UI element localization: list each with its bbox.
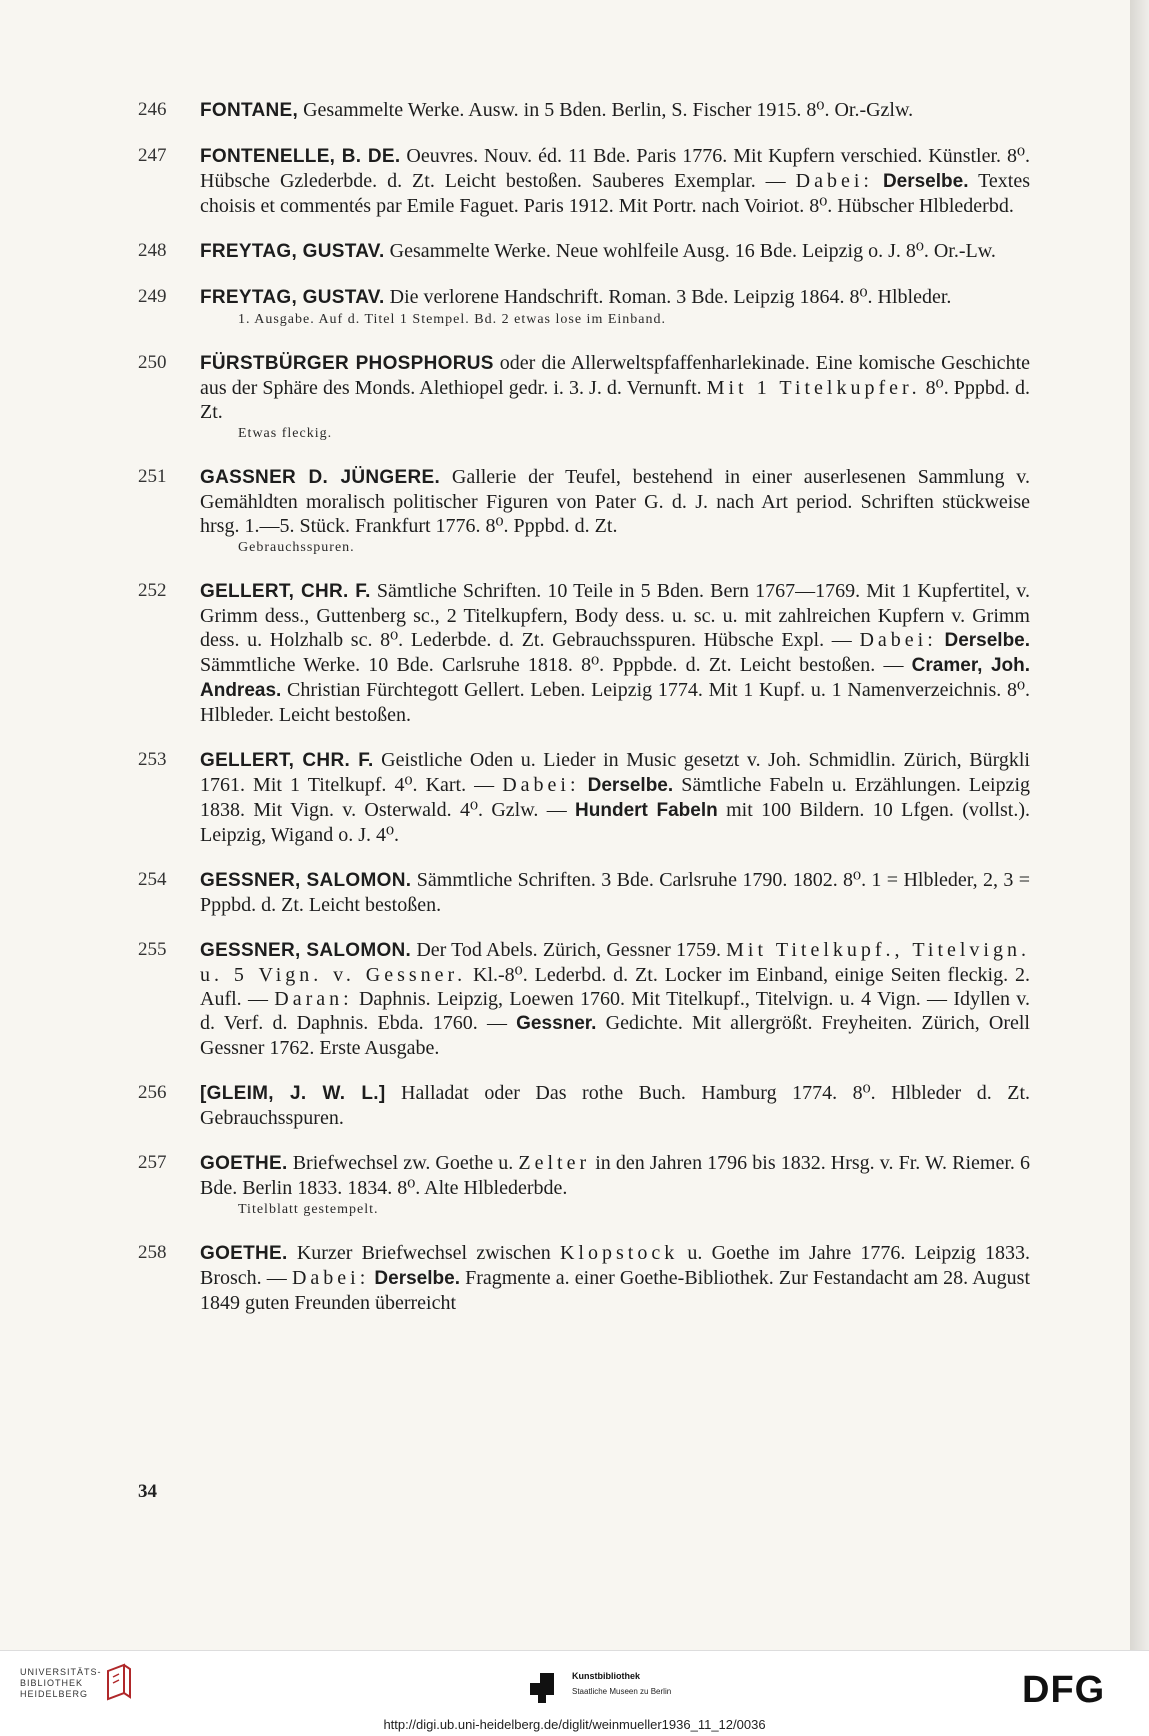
entry-text [200,1241,1030,1315]
entry-description: u. Goethe im Jahre 1776. Leipzig 1833. Brosch. — [200,1242,1030,1289]
entry-heading: FONTANE, [200,100,299,121]
entry-heading: GESSNER, SALOMON. [200,940,412,961]
cross-reference: Gessner. [516,1013,597,1034]
entry-description: Geistliche Oden u. Lieder in Music gesetzt v. Joh. Schmidlin. Zürich, Bürgkli 1761. Mit 1 Titelkupf. 4⁰. Kart. — [200,749,1030,796]
catalogue-entry [138,748,1030,847]
lot-number: 254 [138,869,167,890]
cross-reference: Derselbe. [882,171,969,192]
catalogue-entry [138,239,1030,264]
entry-text [200,144,1030,218]
kunstbibliothek-subtitle: Staatliche Museen zu Berlin [572,1687,672,1696]
entry-description: Kl.-8⁰. Lederbd. d. Zt. Locker im Einband, einige Seiten fleckig. 2. Aufl. — [200,964,1030,1010]
entry-heading: FREYTAG, GUSTAV. [200,287,385,308]
entry-text [200,351,1030,424]
entry-heading: FONTENELLE, B. DE. [200,146,401,167]
lot-number: 246 [138,99,167,120]
entry-heading: GELLERT, CHR. F. [200,750,374,771]
page-edge-shadow [1130,0,1149,1650]
entry-description: oder die Allerweltspfaffenharlekinade. Eine komische Geschichte aus der Sphäre des Monds. Alethiopel gedr. i. 3. J. d. Vernunft. [200,352,1030,399]
catalogue-entry [138,465,1030,558]
catalogue-entry [138,868,1030,917]
spaced-emphasis: Mit Titelkupf., Titelvign. u. 5 Vign. v. Gessner. [200,939,1030,986]
kunstbibliothek-title: Kunstbibliothek [572,1671,640,1681]
cross-reference: Derselbe. [374,1268,460,1289]
entry-description: Kurzer Briefwechsel zwischen [287,1242,560,1264]
lot-number: 257 [138,1152,167,1173]
daran-label: Daran: [274,988,353,1010]
entry-text [200,748,1030,847]
entry-text [200,868,1030,917]
entry-text [200,465,1030,538]
cross-reference: Derselbe. [944,630,1031,651]
entry-heading: GELLERT, CHR. F. [200,581,371,602]
cross-reference: Hundert Fabeln [575,800,718,821]
entry-description: Fragmente a. einer Goethe-Bibliothek. Zur Festandacht am 28. August 1849 guten Freunden überreicht [200,1267,1031,1314]
lot-number: 256 [138,1082,167,1103]
lot-number: 252 [138,580,167,601]
entry-heading: FÜRSTBÜRGER PHOSPHORUS [200,353,494,374]
lot-number: 258 [138,1242,167,1263]
entry-description: Textes choisis et commentés par Emile Faguet. Paris 1912. Mit Portr. nach Voiriot. 8⁰. Hübscher Hlblederbd. [200,170,1031,217]
university-logo-line: BIBLIOTHEK [20,1678,84,1688]
lot-number: 248 [138,240,167,261]
condition-note: Etwas fleckig. [238,426,333,441]
entry-heading: GASSNER D. JÜNGERE. [200,467,441,488]
entry-description: Gallerie der Teufel, bestehend in einer auserlesenen Sammlung v. Gemähldten moralisch politischer Figuren von Pater G. d. J. nach Art period. Schriften stückweise hrsg. 1.—5. Stück. Frankfurt 1776. 8⁰. Pppbd. d. Zt. [200,466,1030,537]
catalogue-entries [138,98,1030,1336]
lot-number: 249 [138,286,167,307]
catalogue-entry [138,351,1030,444]
entry-description: 8⁰. Pppbd. d. Zt. [200,377,1030,423]
entry-description: Halladat oder Das rothe Buch. Hamburg 1774. 8⁰. Hlbleder d. Zt. Gebrauchsspuren. [200,1082,1030,1129]
spaced-emphasis: Mit 1 Titelkupfer. [706,377,921,399]
entry-description: Gedichte. Mit allergrößt. Freyheiten. Zürich, Orell Gessner 1762. Erste Ausgabe. [200,1012,1030,1059]
entry-description: Sämtliche Fabeln u. Erzählungen. Leipzig 1838. Mit Vign. v. Osterwald. 4⁰. Gzlw. — [200,774,1031,821]
entry-text [200,285,1030,310]
entry-description: mit 100 Bildern. 10 Lfgen. (vollst.). Leipzig, Wigand o. J. 4⁰. [200,799,1030,846]
dabei-label: Dabei: [859,629,937,651]
condition-note: 1. Ausgabe. Auf d. Titel 1 Stempel. Bd. 2 etwas lose im Einband. [238,312,666,327]
permalink-url[interactable]: http://digi.ub.uni-heidelberg.de/diglit/weinmueller1936_11_12/0036 [383,1717,766,1732]
entry-text [200,1151,1030,1200]
entry-description: Gesammelte Werke. Ausw. in 5 Bden. Berlin, S. Fischer 1915. 8⁰. Or.-Gzlw. [298,99,914,121]
lot-number: 253 [138,749,167,770]
catalogue-entry [138,1151,1030,1220]
entry-description: Sämmtliche Werke. 10 Bde. Carlsruhe 1818. 8⁰. Pppbde. d. Zt. Leicht bestoßen. — [200,654,912,676]
catalogue-entry [138,579,1030,727]
spaced-emphasis: Zelter [518,1152,591,1174]
university-logo-line: UNIVERSITÄTS- [20,1667,102,1677]
university-library-logo[interactable] [20,1667,102,1700]
entry-description: Sämmtliche Schriften. 3 Bde. Carlsruhe 1790. 1802. 8⁰. 1 = Hlbleder, 2, 3 = Pppbd. d. Zt. Leicht bestoßen. [200,869,1030,916]
viewer-footer [0,1650,1149,1736]
entry-text [200,579,1030,727]
dabei-label: Dabei: [795,170,873,192]
lot-number: 255 [138,939,167,960]
entry-heading: GOETHE. [200,1153,288,1174]
book-icon [104,1663,134,1703]
condition-note: Titelblatt gestempelt. [238,1202,379,1217]
catalogue-entry [138,98,1030,123]
catalogue-entry [138,938,1030,1060]
cross-reference: Derselbe. [587,775,674,796]
entry-description: Sämtliche Schriften. 10 Teile in 5 Bden. Bern 1767—1769. Mit 1 Kupfertitel, v. Grimm dess., Guttenberg sc., 2 Titelkupfern, Body dess. u. sc. u. mit zahlreichen Kupfern v. Grimm dess. u. Holzhalb sc. 8⁰. Lederbde. d. Zt. Gebrauchsspuren. Hübsche Expl. — [200,580,1031,651]
entry-description: Die verlorene Handschrift. Roman. 3 Bde. Leipzig 1864. 8⁰. Hlbleder. [384,286,952,308]
entry-description: in den Jahren 1796 bis 1832. Hrsg. v. Fr. W. Riemer. 6 Bde. Berlin 1833. 1834. 8⁰. Alte Hlblederbde. [200,1152,1030,1199]
entry-description: Daphnis. Leipzig, Loewen 1760. Mit Titelkupf., Titelvign. u. 4 Vign. — Idyllen v. d. Verf. d. Daphnis. Ebda. 1760. — [200,988,1030,1034]
catalogue-entry [138,144,1030,218]
dabei-label: Dabei: [291,1267,370,1289]
entry-description: Gesammelte Werke. Neue wohlfeile Ausg. 16 Bde. Leipzig o. J. 8⁰. Or.-Lw. [384,240,996,262]
lot-number: 250 [138,352,167,373]
catalogue-entry [138,285,1030,330]
entry-heading: GESSNER, SALOMON. [200,870,412,891]
entry-heading: [GLEIM, J. W. L.] [200,1083,386,1104]
lot-number: 247 [138,145,167,166]
dfg-logo[interactable]: DFG [1022,1669,1106,1711]
museum-mark-icon [528,1671,556,1705]
entry-text [200,938,1030,1060]
entry-text [200,239,1030,264]
cross-reference: Cramer, Joh. Andreas. [200,655,1030,701]
entry-description: Oeuvres. Nouv. éd. 11 Bde. Paris 1776. Mit Kupfern verschied. Künstler. 8⁰. Hübsche Gzlederbde. d. Zt. Leicht bestoßen. Sauberes Exemplar. — [200,145,1030,192]
lot-number: 251 [138,466,167,487]
entry-description: Briefwechsel zw. Goethe u. [287,1152,519,1174]
condition-note: Gebrauchsspuren. [238,540,355,555]
dabei-label: Dabei: [502,774,580,796]
university-logo-line: HEIDELBERG [20,1689,89,1699]
catalogue-entry [138,1081,1030,1130]
page-number: 34 [138,1481,157,1502]
entry-description: Der Tod Abels. Zürich, Gessner 1759. [411,939,727,961]
entry-heading: GOETHE. [200,1243,288,1264]
entry-text [200,98,1030,123]
entry-text [200,1081,1030,1130]
entry-description: Christian Fürchtegott Gellert. Leben. Leipzig 1774. Mit 1 Kupf. u. 1 Namenverzeichnis. 8⁰. Hlbleder. Leicht bestoßen. [200,679,1030,726]
catalogue-entry [138,1241,1030,1315]
entry-heading: FREYTAG, GUSTAV. [200,241,385,262]
spaced-emphasis: Klopstock [559,1242,679,1264]
